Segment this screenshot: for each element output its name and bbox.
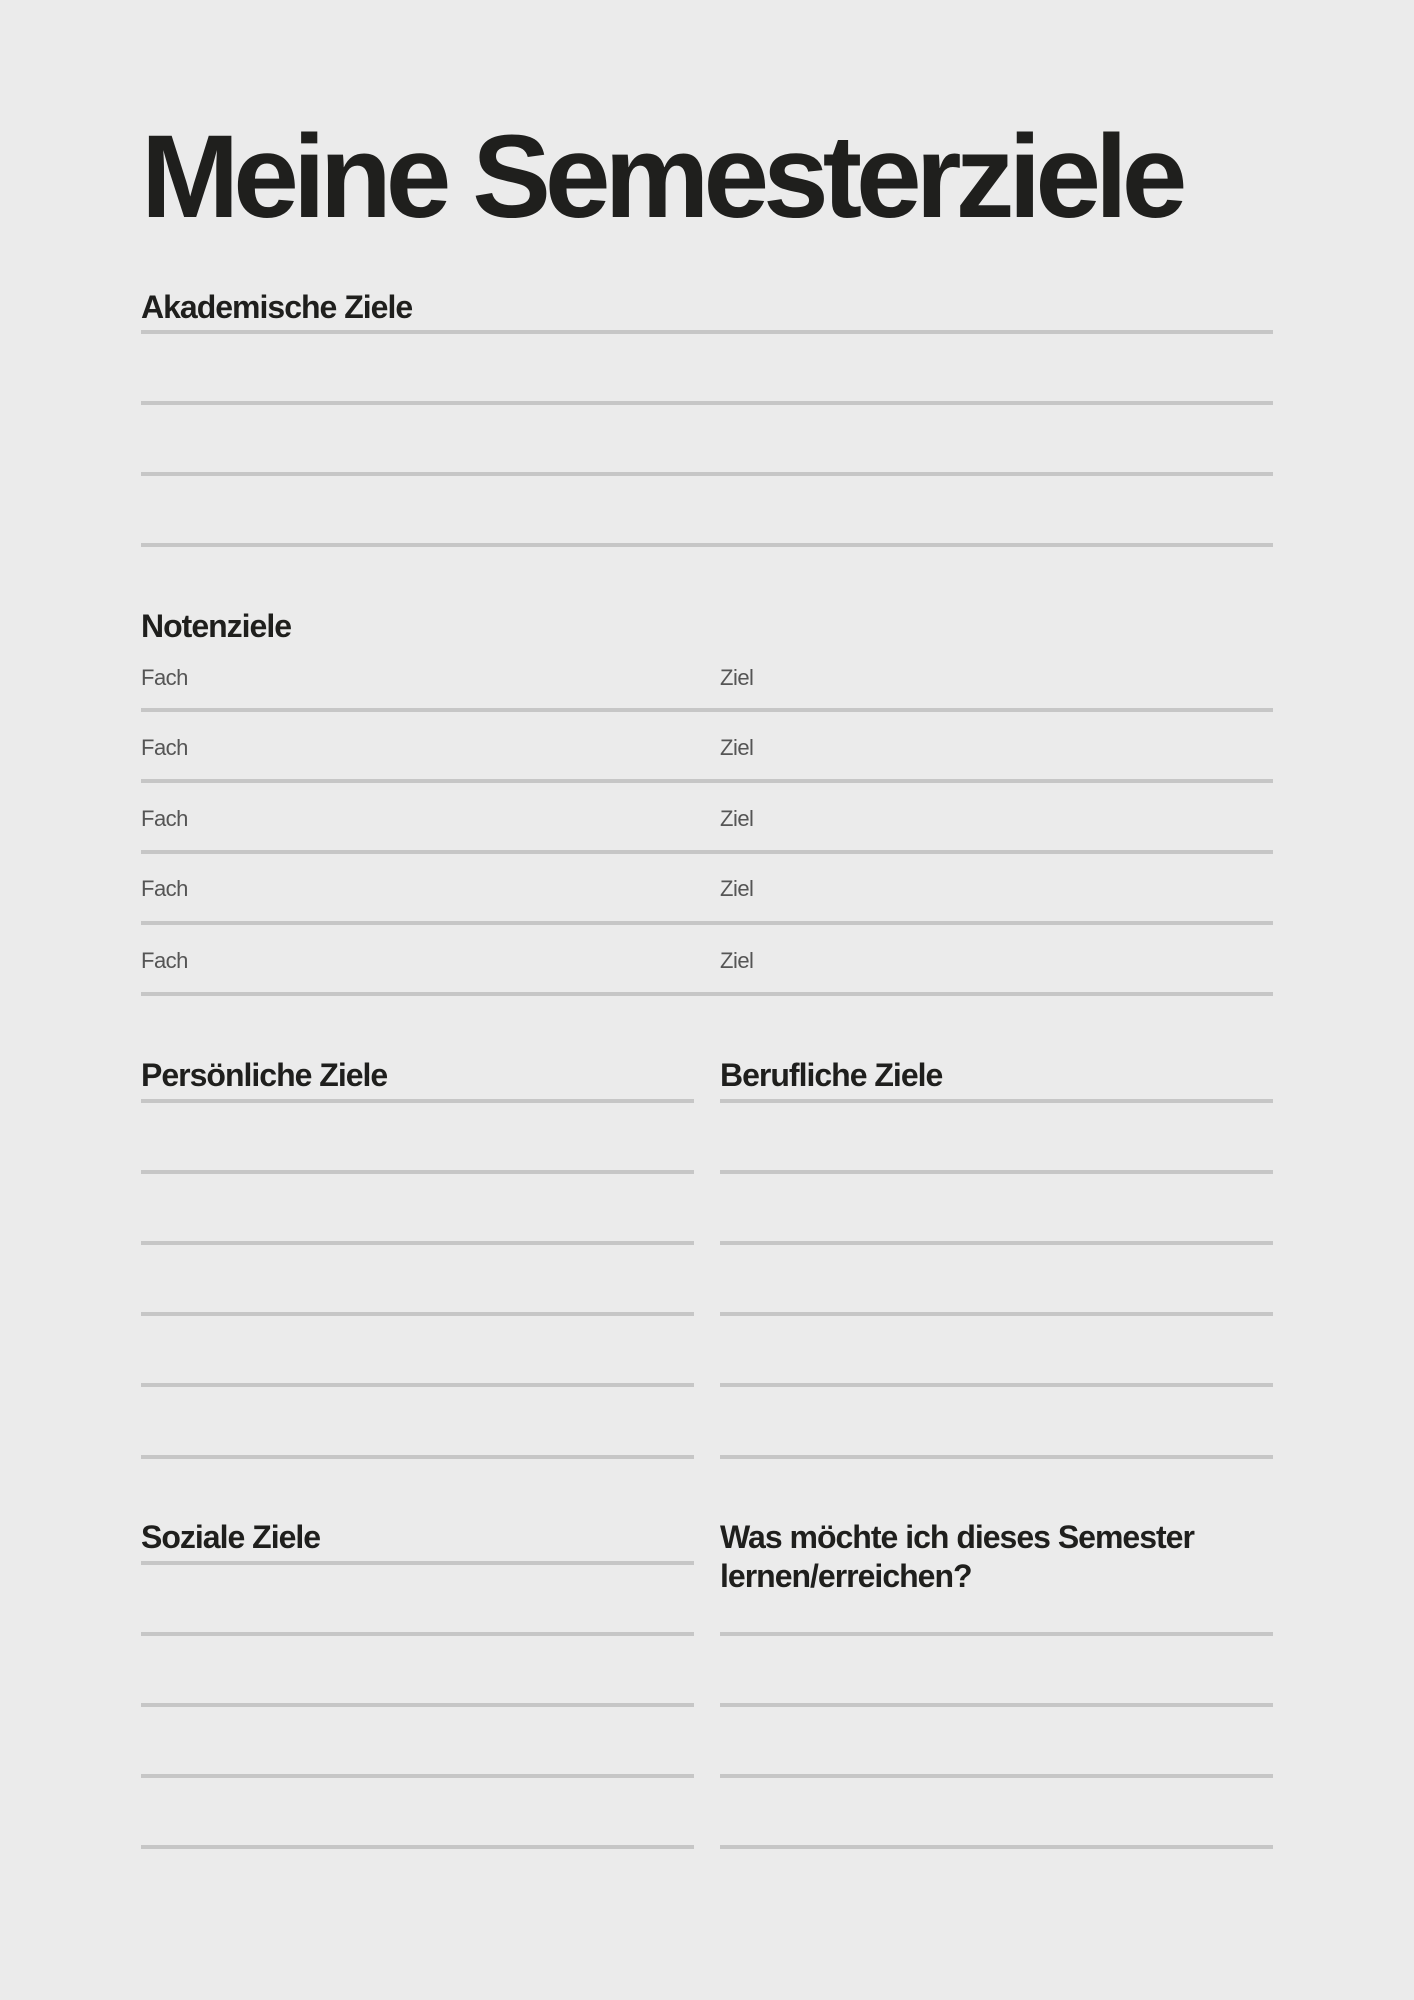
grade-subject-label: Fach bbox=[141, 806, 188, 831]
professional-goals-heading: Berufliche Ziele bbox=[720, 1057, 943, 1093]
academic-goal-line[interactable] bbox=[141, 401, 1273, 405]
personal-goal-line[interactable] bbox=[141, 1383, 694, 1387]
page-title: Meine Semesterziele bbox=[141, 111, 1182, 243]
grade-subject-label: Fach bbox=[141, 948, 188, 973]
personal-goal-line[interactable] bbox=[141, 1170, 694, 1174]
social-goal-line[interactable] bbox=[141, 1845, 694, 1849]
social-goal-line[interactable] bbox=[141, 1703, 694, 1707]
social-goal-line[interactable] bbox=[141, 1774, 694, 1778]
personal-goal-line[interactable] bbox=[141, 1099, 694, 1103]
learning-goal-line[interactable] bbox=[720, 1774, 1273, 1778]
grade-row-line[interactable] bbox=[141, 921, 1273, 925]
professional-goal-line[interactable] bbox=[720, 1241, 1273, 1245]
grade-goal-label: Ziel bbox=[720, 735, 754, 760]
personal-goal-line[interactable] bbox=[141, 1312, 694, 1316]
social-goals-heading: Soziale Ziele bbox=[141, 1519, 321, 1555]
grade-row-line[interactable] bbox=[141, 779, 1273, 783]
grade-goal-label: Ziel bbox=[720, 665, 754, 690]
personal-goal-line[interactable] bbox=[141, 1241, 694, 1245]
professional-goal-line[interactable] bbox=[720, 1170, 1273, 1174]
professional-goal-line[interactable] bbox=[720, 1455, 1273, 1459]
learning-goal-line[interactable] bbox=[720, 1845, 1273, 1849]
social-goal-line[interactable] bbox=[141, 1632, 694, 1636]
personal-goal-line[interactable] bbox=[141, 1455, 694, 1459]
grade-goals-heading: Notenziele bbox=[141, 608, 292, 644]
grade-goal-label: Ziel bbox=[720, 806, 754, 831]
grade-row-line[interactable] bbox=[141, 708, 1273, 712]
academic-goal-line[interactable] bbox=[141, 543, 1273, 547]
grade-goal-label: Ziel bbox=[720, 876, 754, 901]
grade-subject-label: Fach bbox=[141, 735, 188, 760]
personal-goals-heading: Persönliche Ziele bbox=[141, 1057, 388, 1093]
academic-goal-line[interactable] bbox=[141, 472, 1273, 476]
learning-goal-line[interactable] bbox=[720, 1632, 1273, 1636]
grade-row-line[interactable] bbox=[141, 992, 1273, 996]
learning-goals-heading: Was möchte ich dieses Semester lernen/erreichen? bbox=[720, 1519, 1194, 1594]
academic-goal-line[interactable] bbox=[141, 330, 1273, 334]
social-goal-line[interactable] bbox=[141, 1561, 694, 1565]
grade-goal-label: Ziel bbox=[720, 948, 754, 973]
professional-goal-line[interactable] bbox=[720, 1383, 1273, 1387]
grade-subject-label: Fach bbox=[141, 665, 188, 690]
grade-subject-label: Fach bbox=[141, 876, 188, 901]
learning-goal-line[interactable] bbox=[720, 1703, 1273, 1707]
professional-goal-line[interactable] bbox=[720, 1312, 1273, 1316]
academic-goals-heading: Akademische Ziele bbox=[141, 289, 413, 325]
professional-goal-line[interactable] bbox=[720, 1099, 1273, 1103]
grade-row-line[interactable] bbox=[141, 850, 1273, 854]
